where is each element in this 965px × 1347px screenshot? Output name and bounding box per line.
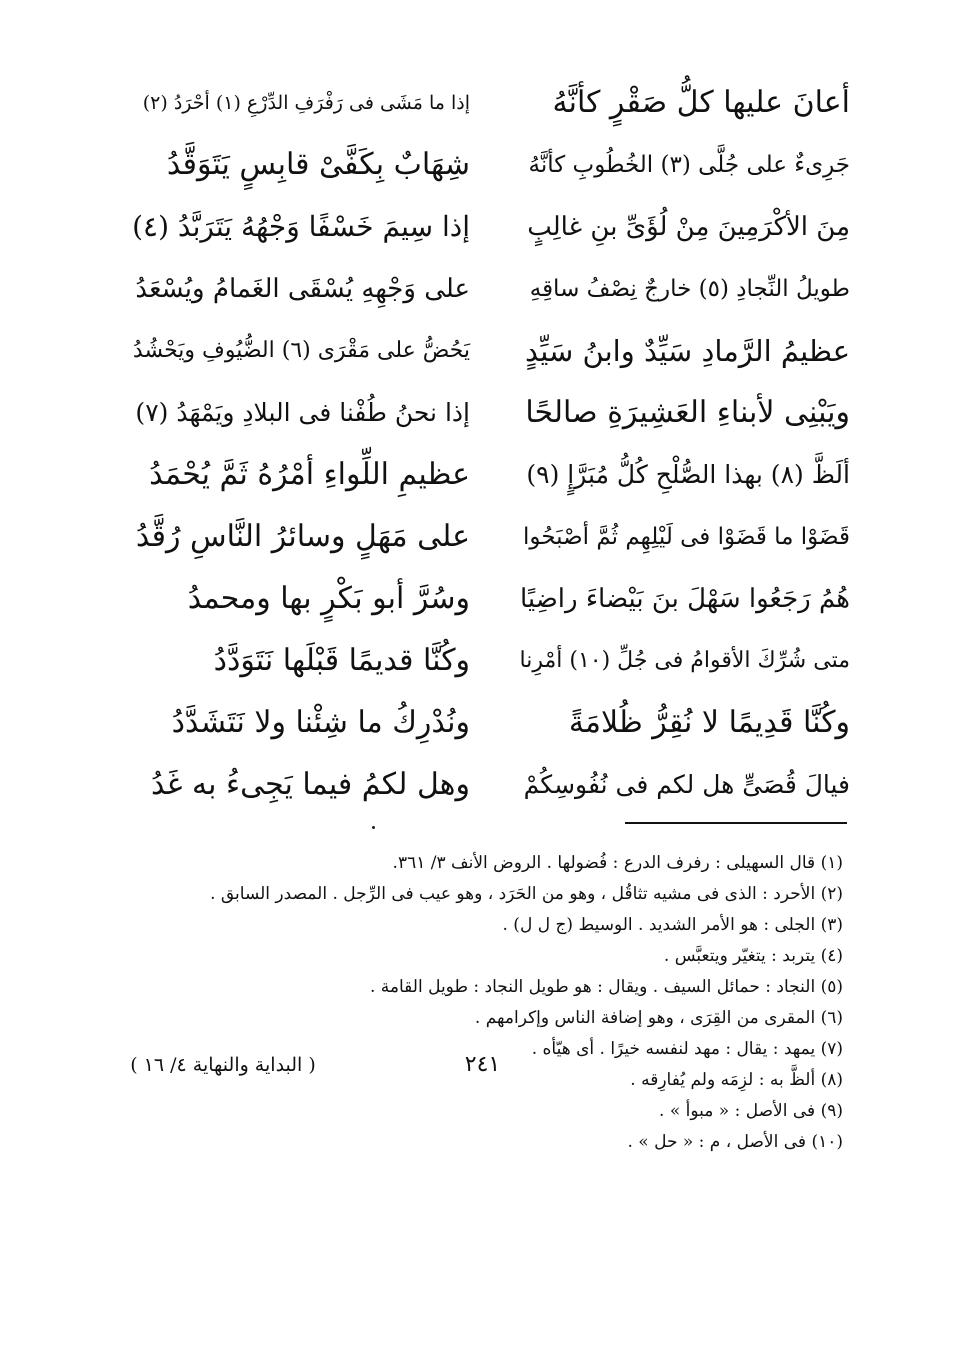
verse-second-hemistich: وكُنَّا قديمًا قَبْلَها نَتَوَدَّدُ <box>213 643 470 678</box>
verse <box>130 134 850 196</box>
footnote: (٨) ألظَّ به : لزِمَه ولم يُفارِقه . <box>630 1070 843 1090</box>
verse <box>130 568 850 630</box>
footnote: (٤) يتربد : يتغيّر ويتعبَّس . <box>663 946 843 966</box>
verse-second-hemistich: على مَهَلٍ وسائرُ النَّاسِ رُقَّدُ <box>135 519 470 554</box>
footnote: (٢) الأحرد : الذى فى مشيه تثاقُل ، وهو من الحَرَد ، وهو عيب فى الرِّجل . المصدر السابق . <box>210 884 843 904</box>
verse <box>130 692 850 754</box>
footnote: (٦) المقرى من القِرَى ، وهو إضافة الناس وإكرامهم . <box>474 1008 843 1028</box>
footnote: (٩) فى الأصل : « مبوأ » . <box>659 1101 843 1121</box>
page-number: ٢٤١ <box>464 1052 501 1077</box>
verse-first-hemistich: فيالَ قُصَىٍّ هل لكم فى نُفُوسِكُمْ <box>523 770 850 799</box>
verse-first-hemistich: طويلُ النِّجادِ (٥) خارجٌ نِصْفُ ساقِهِ <box>529 276 850 302</box>
verse-first-hemistich: مِنَ الأكْرَمِينَ مِنْ لُؤَىِّ بنِ غالِبٍ <box>527 212 850 242</box>
verse <box>130 196 850 258</box>
verse-second-hemistich: على وَجْهِهِ يُسْقَى الغَمامُ ويُسْعَدُ <box>135 274 470 304</box>
footnote: (١٠) فى الأصل ، م : « حل » . <box>627 1132 843 1152</box>
verse-second-hemistich: يَحُضُّ على مَقْرَى (٦) الضُّيُوفِ ويَحْشُدُ <box>132 338 470 363</box>
verse <box>130 320 850 382</box>
verse <box>130 382 850 444</box>
verse <box>130 444 850 506</box>
verse-second-hemistich: إذا ما مَشَى فى رَفْرَفِ الدِّرْعِ (١) أحْرَدُ (٢) <box>142 92 470 114</box>
source-reference: ( البداية والنهاية ٤/ ١٦ ) <box>130 1054 316 1076</box>
verse <box>130 506 850 568</box>
verse-second-hemistich: ونُدْرِكُ ما شِئْنا ولا نَتَشَدَّدُ <box>171 705 470 740</box>
verse-second-hemistich: شِهَابٌ بِكَفَّىْ قابِسٍ يَتَوَقَّدُ <box>166 147 470 182</box>
verse-first-hemistich: أعانَ عليها كلُّ صَقْرٍ كأنَّهُ <box>552 85 850 120</box>
verse-first-hemistich: عظيمُ الرَّمادِ سَيِّدٌ وابنُ سَيِّدٍ <box>525 334 850 368</box>
footnote-separator-rule <box>625 822 847 824</box>
verse-first-hemistich: قَضَوْا ما قَضَوْا فى لَيْلِهِم ثُمَّ أصْبَحُوا <box>523 524 850 550</box>
verse <box>130 72 850 134</box>
verse-second-hemistich: إذا نحنُ طُفْنا فى البلادِ ويَمْهَدُ (٧) <box>135 398 470 427</box>
footnote: (٧) يمهد : يقال : مهد لنفسه خيرًا . أى هيّأه . <box>531 1039 843 1059</box>
verse-first-hemistich: ويَبْنِى لأبناءِ العَشِيرَةِ صالحًا <box>525 395 850 430</box>
verse-second-hemistich: وسُرَّ أبو بَكْرٍ بها ومحمدُ <box>187 581 470 616</box>
footnote: (٥) النجاد : حمائل السيف . ويقال : هو طويل النجاد : طويل القامة . <box>369 977 843 997</box>
print-speck <box>372 826 375 829</box>
verse-second-hemistich: وهل لكمُ فيما يَجِىءُ به غَدُ <box>151 767 470 802</box>
footnote: (٣) الجلى : هو الأمر الشديد . الوسيط (ج ل ل) . <box>502 915 843 935</box>
verse-first-hemistich: وكُنَّا قَدِيمًا لا نُقِرُّ ظُلامَةً <box>568 705 850 740</box>
verse-first-hemistich: جَرِىءٌ على جُلَّى (٣) الخُطُوبِ كأنَّهُ <box>528 152 850 178</box>
footnotes-list <box>123 848 843 1158</box>
verse-first-hemistich: متى شُرِّكَ الأقوامُ فى جُلِّ (١٠) أمْرِنا <box>519 648 850 673</box>
poem <box>130 72 850 816</box>
verse <box>130 258 850 320</box>
verse-first-hemistich: ألَظَّ (٨) بهذا الصُّلْحِ كُلُّ مُبَرَّإٍ (٩) <box>526 460 850 489</box>
verse-second-hemistich: عظيمِ اللِّواءِ أمْرُهُ ثَمَّ يُحْمَدُ <box>149 457 470 492</box>
verse <box>130 630 850 692</box>
verse-first-hemistich: هُمُ رَجَعُوا سَهْلَ بنَ بَيْضاءَ راضِيًا <box>519 584 850 614</box>
verse <box>130 754 850 816</box>
verse-second-hemistich: إذا سِيمَ خَسْفًا وَجْهُهُ يَتَرَبَّدُ (٤) <box>132 210 470 243</box>
footnote: (١) قال السهيلى : رفرف الدرع : فُضولها . الروض الأنف ٣/ ٣٦١. <box>392 853 843 873</box>
